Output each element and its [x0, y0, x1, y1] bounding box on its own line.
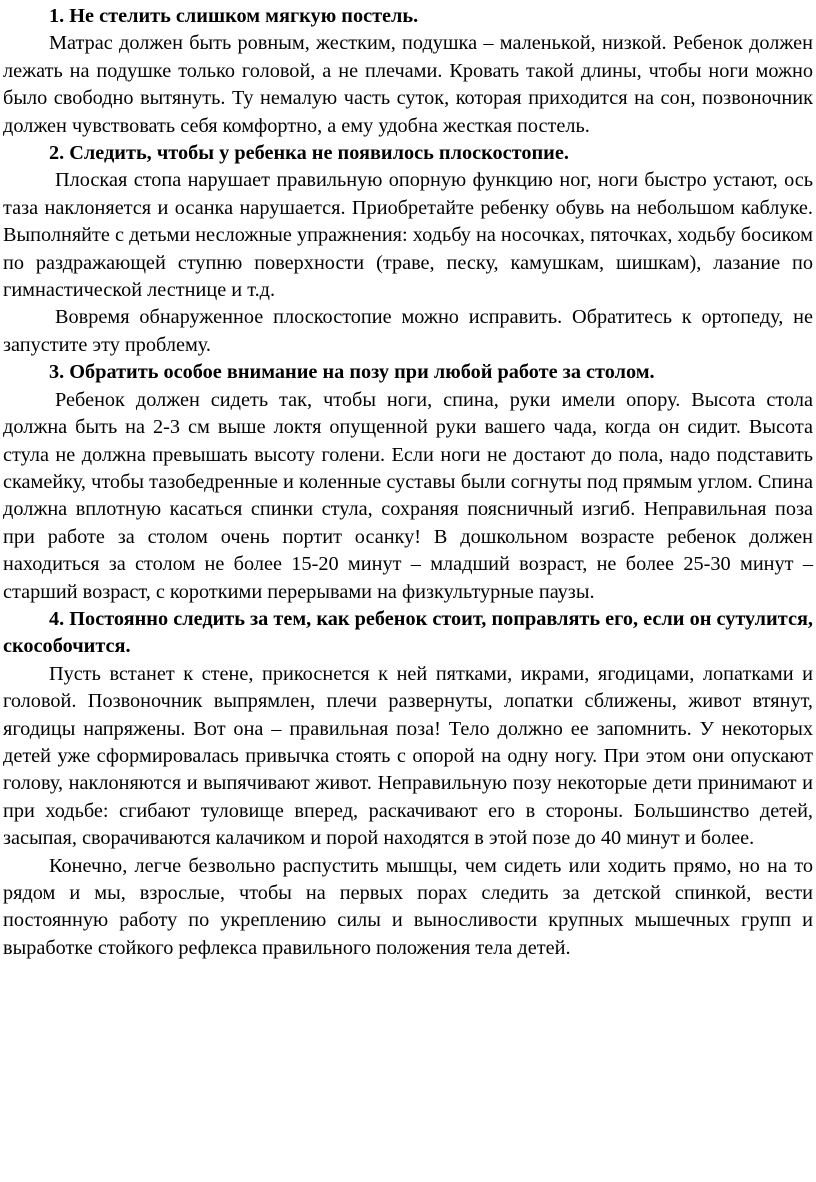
section-4-paragraph-2: Конечно, легче безвольно распустить мышцы, чем сидеть или ходить прямо, но на то рядом и мы, взрослые, чтобы на первых порах следить за детской спинкой, вести постоянную работу по укреплению силы и выносливости крупных мышечных групп и выработке стойкого рефлекса правильного положения тела детей.	[3, 854, 813, 959]
section-1-paragraph-1: Матрас должен быть ровным, жестким, подушка – маленькой, низкой. Ребенок должен лежать на подушке только головой, а не плечами. Кровать такой длины, чтобы ноги можно было свободно вытянуть. Ту немалую часть суток, которая приходится на сон, позвоночник должен чувствовать себя комфортно, а ему удобна жесткая постель.	[3, 32, 813, 137]
document-page	[3, 3, 813, 962]
section-3-heading: 3. Обратить особое внимание на позу при любой работе за столом.	[49, 361, 655, 384]
section-4-paragraph-1: Пусть встанет к стене, прикоснется к ней пятками, икрами, ягодицами, лопатками и головой. Позвоночник выпрямлен, плечи развернуты, лопатки сближены, живот втянут, ягодицы напряжены. Вот она – правильная поза! Тело должно ее запомнить. У некоторых детей уже сформировалась привычка стоять с опорой на одну ногу. При этом они опускают голову, наклоняются и выпячивают живот. Неправильную позу некоторые дети принимают и при ходьбе: сгибают туловище вперед, раскачивают его в стороны. Большинство детей, засыпая, сворачиваются калачиком и порой находятся в этой позе до 40 минут и более.	[3, 662, 813, 850]
section-1-heading: 1. Не стелить слишком мягкую постель.	[49, 5, 419, 27]
section-2-paragraph-2: Вовремя обнаруженное плоскостопие можно исправить. Обратитесь к ортопеду, не запустите эту проблему.	[3, 306, 813, 356]
section-3-paragraph-1: Ребенок должен сидеть так, чтобы ноги, спина, руки имели опору. Высота стола должна быть на 2-3 см выше локтя опущенной руки вашего чада, когда он сидит. Высота стула не должна превышать высоту голени. Если ноги не достают до пола, надо подставить скамейку, чтобы тазобедренные и коленные суставы были согнуты под прямым углом. Спина должна вплотную касаться спинки стула, сохраняя поясничный изгиб. Неправильная поза при работе за столом очень портит осанку! В дошкольном возрасте ребенок должен находиться за столом не более 15-20 минут – младший возраст, не более 25-30 минут – старший возраст, с короткими перерывами на физкультурные паузы.	[3, 388, 813, 603]
section-4-heading: 4. Постоянно следить за тем, как ребенок стоит, поправлять его, если он сутулится, скособочится.	[3, 607, 813, 658]
section-2-heading: 2. Следить, чтобы у ребенка не появилось плоскостопие.	[49, 142, 569, 165]
section-2-paragraph-1: Плоская стопа нарушает правильную опорную функцию ног, ноги быстро устают, ось таза наклоняется и осанка нарушается. Приобретайте ребенку обувь на небольшом каблуке. Выполняйте с детьми несложные упражнения: ходьбу на носочках, пяточках, ходьбу босиком по раздражающей ступню поверхности (траве, песку, камушкам, шишкам), лазание по гимнастической лестнице и т.д.	[3, 169, 813, 302]
